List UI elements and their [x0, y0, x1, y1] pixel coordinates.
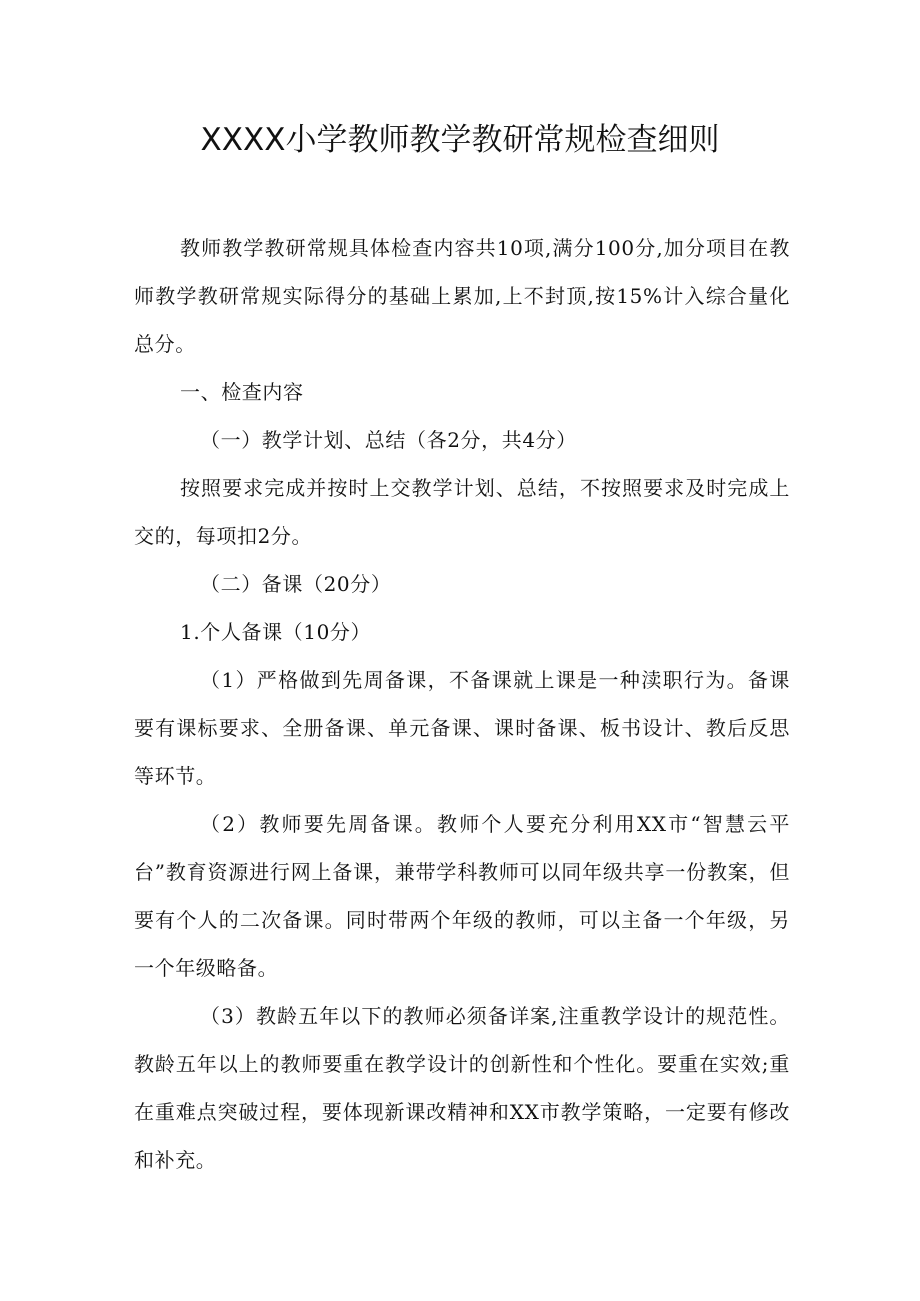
intro-paragraph: 教师教学教研常规具体检查内容共10项,满分100分,加分项目在教师教学教研常规实际得分的基础上累加,上不封顶,按15%计入综合量化总分。: [134, 236, 790, 356]
plan-summary-paragraph: 按照要求完成并按时上交教学计划、总结，不按照要求及时完成上交的，每项扣2分。: [134, 476, 790, 548]
rule-paragraph-1: （1）严格做到先周备课，不备课就上课是一种渎职行为。备课要有课标要求、全册备课、单元备课、课时备课、板书设计、教后反思等环节。: [134, 668, 790, 788]
rule-paragraph-2: （2）教师要先周备课。教师个人要充分利用XX市“智慧云平台”教育资源进行网上备课，兼带学科教师可以同年级共享一份教案，但要有个人的二次备课。同时带两个年级的教师，可以主备一个年级，另一个年级略备。: [134, 812, 790, 980]
subsection-heading-lesson-prep: （二）备课（20分）: [200, 572, 392, 596]
document-title: XXXX小学教师教学教研常规检查细则: [200, 122, 720, 158]
rule-paragraph-3: （3）教龄五年以下的教师必须备详案,注重教学设计的规范性。教龄五年以上的教师要重在教学设计的创新性和个性化。要重在实效;重在重难点突破过程，要体现新课改精神和XX市教学策略，一定要有修改和补充。: [134, 1004, 790, 1172]
document-body: [134, 224, 790, 1184]
item-heading-personal-prep: 1.个人备课（10分）: [180, 620, 372, 644]
subsection-heading-plan-summary: （一）教学计划、总结（各2分，共4分）: [200, 428, 577, 452]
section-heading-check-content: 一、检查内容: [180, 380, 304, 404]
